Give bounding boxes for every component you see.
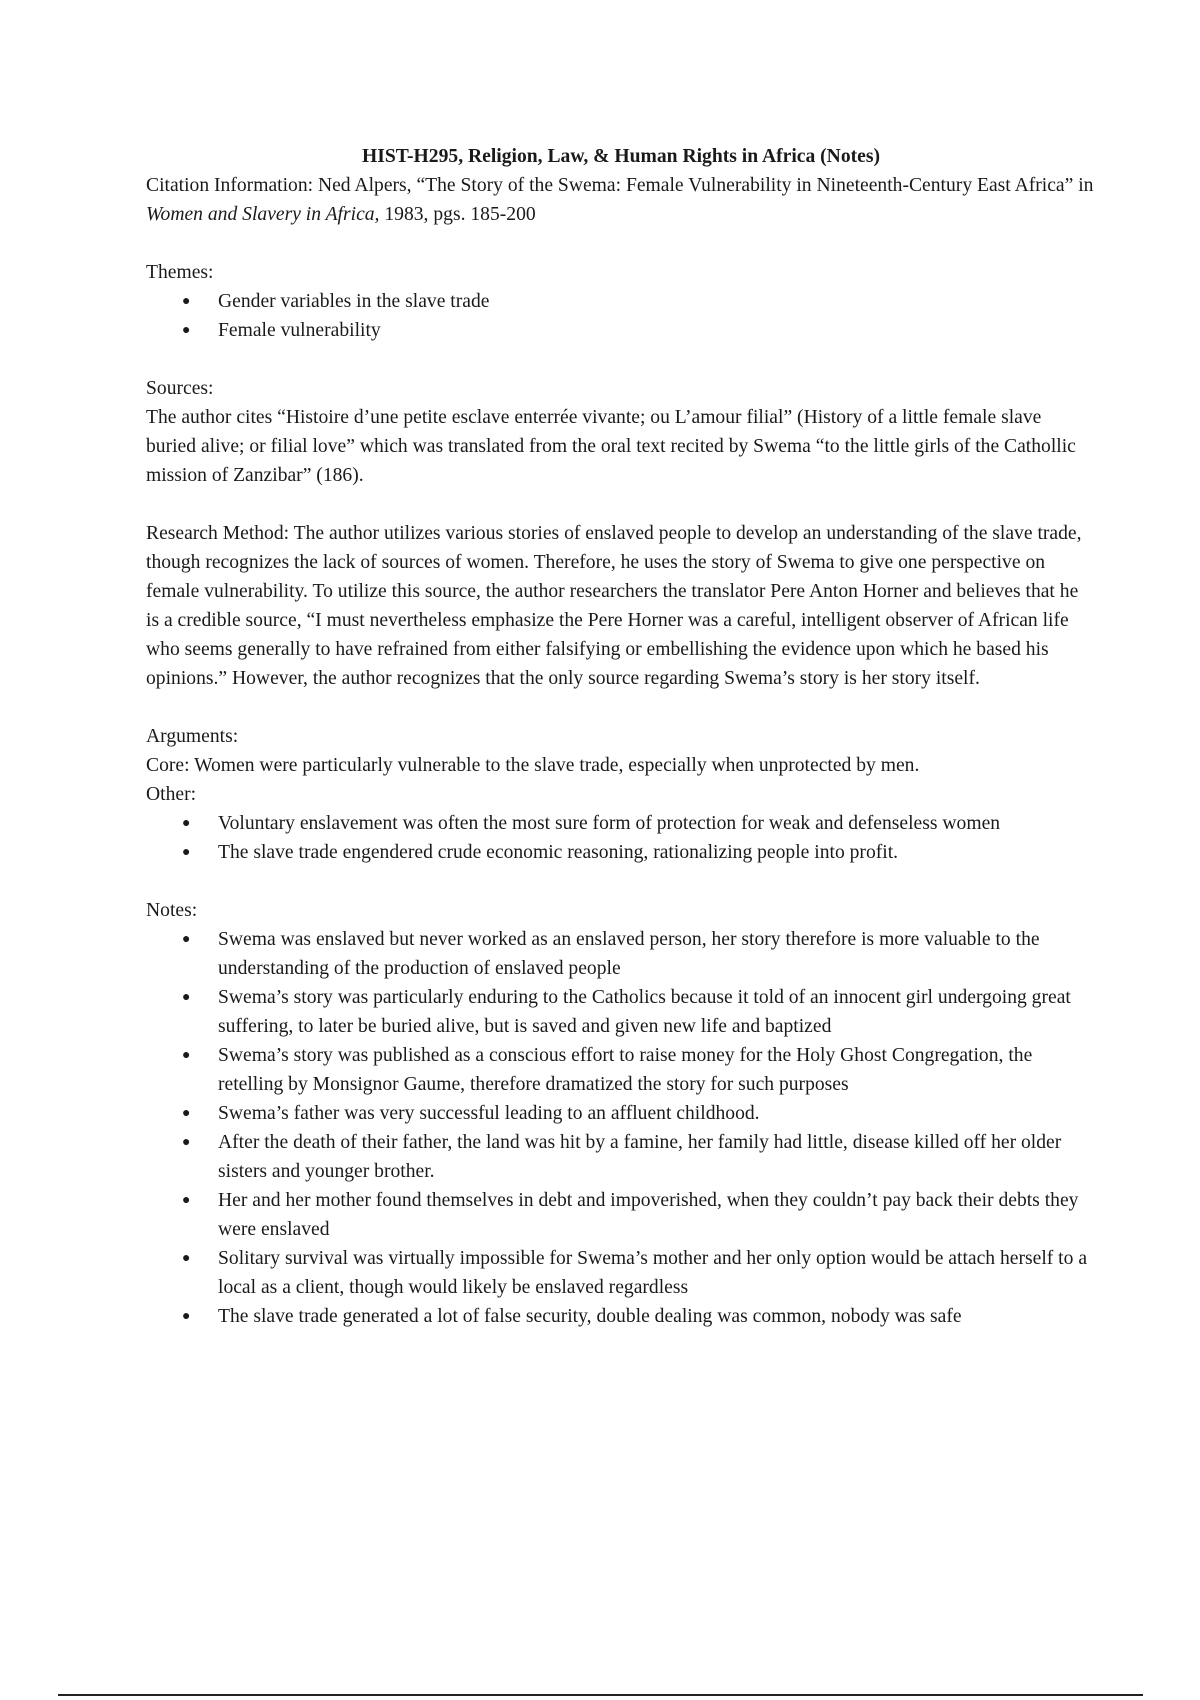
themes-list [146,287,1096,345]
list-item [146,287,1096,316]
document-page [146,142,1096,1331]
document-title: HIST-H295, Religion, Law, & Human Rights in Africa (Notes) [362,146,880,167]
list-item-text: Swema’s story was published as a conscious effort to raise money for the Holy Ghost Congregation, the retelling by Monsignor Gaume, therefore dramatized the story for such purposes [218,1045,1033,1095]
list-item [146,1099,1096,1128]
list-item-text: Swema’s story was particularly enduring to the Catholics because it told of an innocent girl undergoing great suffering, to later be buried alive, but is saved and given new life and baptized [218,987,1071,1037]
bullet-icon: ● [182,1251,191,1266]
notes-list [146,925,1096,1331]
list-item-text: Swema’s father was very successful leading to an affluent childhood. [218,1103,760,1124]
page-bottom-divider [58,1694,1143,1696]
list-item-text: Swema was enslaved but never worked as an enslaved person, her story therefore is more valuable to the understanding of the production of enslaved people [218,929,1040,979]
bullet-icon: ● [182,1106,191,1121]
list-item [146,1186,1096,1244]
notes-heading: Notes: [146,900,198,921]
sources-heading: Sources: [146,378,214,399]
bullet-icon: ● [182,845,191,860]
bullet-icon: ● [182,1135,191,1150]
bullet-icon: ● [182,932,191,947]
list-item [146,1128,1096,1186]
list-item-text: Solitary survival was virtually impossible for Swema’s mother and her only option would be attach herself to a local as a client, though would likely be enslaved regardless [218,1248,1088,1298]
arguments-list [146,809,1096,867]
list-item-text: Gender variables in the slave trade [218,291,490,312]
list-item-text: After the death of their father, the land was hit by a famine, her family had little, disease killed off her older sisters and younger brother. [218,1132,1062,1182]
list-item [146,809,1096,838]
spacer [146,693,1096,722]
list-item [146,1244,1096,1302]
bullet-icon: ● [182,323,191,338]
other-arguments-label: Other: [146,784,197,805]
list-item-text: Her and her mother found themselves in debt and impoverished, when they couldn’t pay back their debts they were enslaved [218,1190,1079,1240]
bullet-icon: ● [182,990,191,1005]
sources-text: The author cites “Histoire d’une petite esclave enterrée vivante; ou L’amour filial” (History of a little female slave buried alive; or filial love” which was translated from the oral text recited by Swema “to the little girls of the Cathollic mission of Zanzibar” (186). [146,407,1076,486]
research-method-text: Research Method: The author utilizes various stories of enslaved people to develop an understanding of the slave trade, though recognizes the lack of sources of women. Therefore, he uses the story of Swema to give one perspective on female vulnerability. To utilize this source, the author researchers the translator Pere Anton Horner and believes that he is a credible source, “I must nevertheless emphasize the Pere Horner was a careful, intelligent observer of African life who seems generally to have refrained from either falsifying or embellishing the evidence upon which he based his opinions.” However, the author recognizes that the only source regarding Swema’s story is her story itself. [146,523,1082,689]
spacer [146,867,1096,896]
list-item [146,838,1096,867]
bullet-icon: ● [182,294,191,309]
spacer [146,229,1096,258]
list-item [146,1041,1096,1099]
bullet-icon: ● [182,816,191,831]
core-argument: Core: Women were particularly vulnerable to the slave trade, especially when unprotected by men. [146,755,920,776]
list-item-text: The slave trade generated a lot of false security, double dealing was common, nobody was safe [218,1306,962,1327]
list-item-text: Voluntary enslavement was often the most sure form of protection for weak and defenseless women [218,813,1001,834]
citation-info [146,171,1096,229]
bullet-icon: ● [182,1193,191,1208]
spacer [146,345,1096,374]
list-item [146,1302,1096,1331]
bullet-icon: ● [182,1309,191,1324]
citation-book-title: Women and Slavery in Africa, [146,204,380,225]
list-item-text: The slave trade engendered crude economic reasoning, rationalizing people into profit. [218,842,899,863]
themes-heading: Themes: [146,262,214,283]
spacer [146,490,1096,519]
bullet-icon: ● [182,1048,191,1063]
citation-suffix: 1983, pgs. 185-200 [379,204,536,225]
citation-prefix: Citation Information: Ned Alpers, “The Story of the Swema: Female Vulnerability in Nineteenth-Century East Africa” in [146,175,1094,196]
list-item [146,983,1096,1041]
list-item [146,925,1096,983]
arguments-heading: Arguments: [146,726,239,747]
list-item-text: Female vulnerability [218,320,381,341]
list-item [146,316,1096,345]
